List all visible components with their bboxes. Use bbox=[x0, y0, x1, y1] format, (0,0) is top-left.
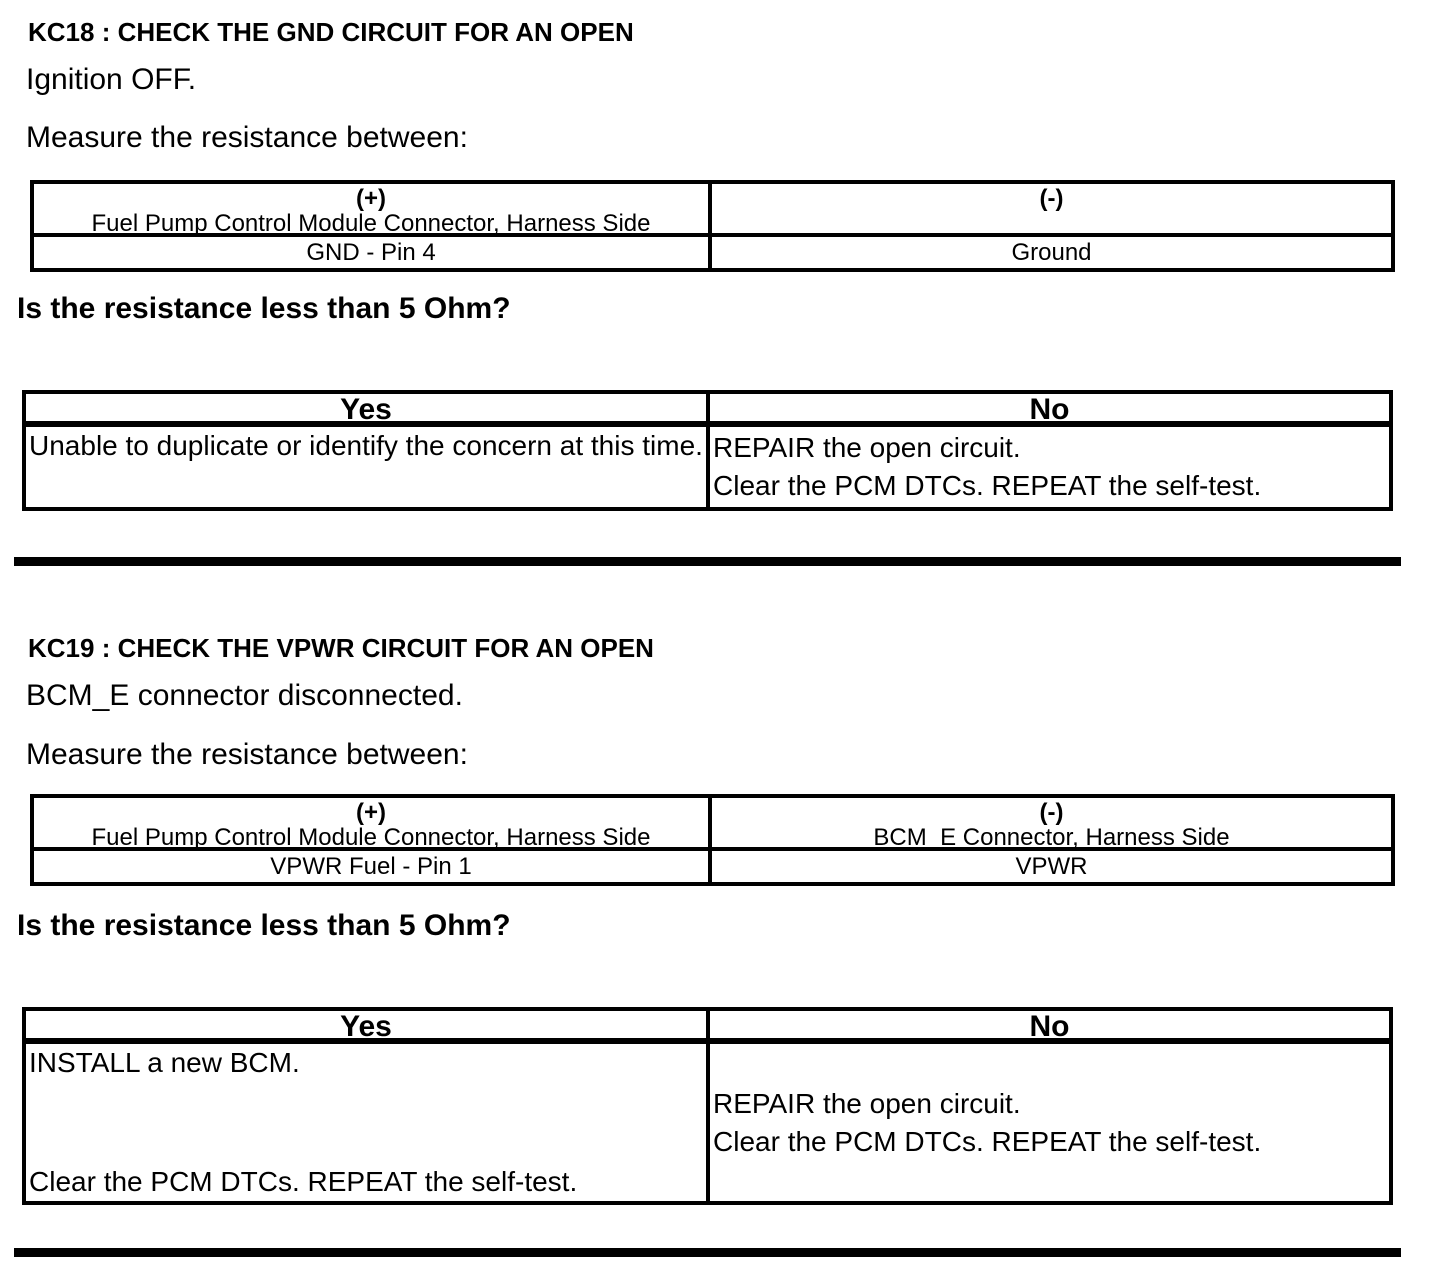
connector-plus-label: Fuel Pump Control Module Connector, Harness Side bbox=[91, 210, 651, 237]
yes-action-cell bbox=[26, 1044, 710, 1201]
measurement-point-plus: GND - Pin 4 bbox=[34, 237, 712, 268]
measurement-header-plus bbox=[34, 184, 712, 237]
question-kc19: Is the resistance less than 5 Ohm? bbox=[17, 909, 511, 942]
yes-action-line1: INSTALL a new BCM. bbox=[29, 1047, 300, 1078]
no-header: No bbox=[710, 394, 1389, 427]
yes-action-line1: Unable to duplicate or identify the concern at this time. bbox=[29, 430, 703, 461]
connector-plus-label: Fuel Pump Control Module Connector, Harness Side bbox=[91, 824, 651, 851]
measurement-point-minus: Ground bbox=[1011, 239, 1092, 266]
instruction-measure-resistance: Measure the resistance between: bbox=[26, 121, 468, 154]
yes-header: Yes bbox=[26, 1011, 710, 1044]
no-action-line2: Clear the PCM DTCs. REPEAT the self-test. bbox=[713, 1125, 1262, 1157]
yes-action-line2: Clear the PCM DTCs. REPEAT the self-test. bbox=[29, 1166, 578, 1197]
measurement-header-minus bbox=[712, 184, 1391, 237]
instruction-bcm-disconnected: BCM_E connector disconnected. bbox=[26, 679, 463, 712]
no-action-cell bbox=[710, 427, 1389, 507]
polarity-minus-label: (-) bbox=[1039, 799, 1064, 826]
instruction-measure-resistance: Measure the resistance between: bbox=[26, 738, 468, 771]
decision-table-kc18 bbox=[22, 390, 1393, 511]
step-title-kc19: KC19 : CHECK THE VPWR CIRCUIT FOR AN OPEN bbox=[28, 633, 654, 663]
section-divider bbox=[14, 557, 1401, 566]
measurement-table-kc18 bbox=[30, 180, 1395, 272]
no-header: No bbox=[710, 1011, 1389, 1044]
measurement-header-minus bbox=[712, 798, 1391, 851]
measurement-point-plus: VPWR Fuel - Pin 1 bbox=[34, 851, 712, 882]
polarity-plus-label: (+) bbox=[356, 799, 386, 826]
measurement-table-kc19 bbox=[30, 794, 1395, 886]
polarity-plus-label: (+) bbox=[356, 185, 386, 212]
no-action-cell bbox=[710, 1044, 1389, 1201]
step-title-kc18: KC18 : CHECK THE GND CIRCUIT FOR AN OPEN bbox=[28, 17, 634, 47]
connector-minus-label: BCM_E Connector, Harness Side bbox=[873, 824, 1230, 851]
polarity-minus-label: (-) bbox=[1039, 185, 1064, 212]
instruction-ignition-off: Ignition OFF. bbox=[26, 63, 197, 96]
no-action-line1: REPAIR the open circuit. bbox=[713, 1087, 1021, 1119]
decision-table-kc19 bbox=[22, 1007, 1393, 1205]
measurement-point-minus: VPWR bbox=[1015, 853, 1088, 880]
measurement-header-plus bbox=[34, 798, 712, 851]
yes-action-cell bbox=[26, 427, 710, 507]
yes-header: Yes bbox=[26, 394, 710, 427]
section-divider bbox=[14, 1248, 1401, 1257]
no-action-line2: Clear the PCM DTCs. REPEAT the self-test. bbox=[713, 470, 1262, 501]
question-kc18: Is the resistance less than 5 Ohm? bbox=[17, 292, 511, 325]
no-action-line1: REPAIR the open circuit. bbox=[713, 432, 1021, 463]
